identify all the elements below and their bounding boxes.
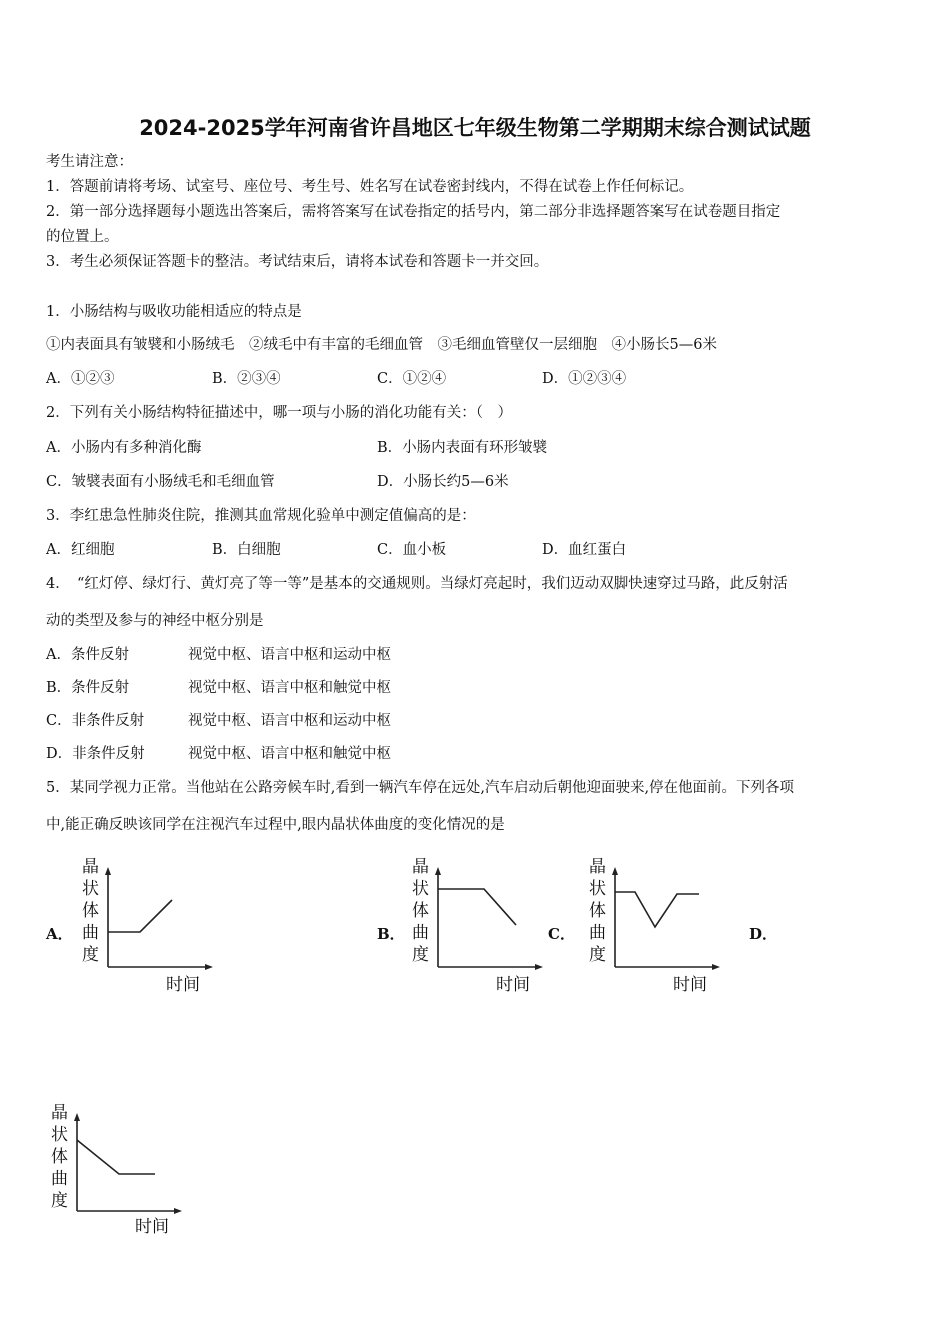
q4-stem-line2: 动的类型及参与的神经中枢分别是 <box>46 613 264 629</box>
q4-option-a-label: A．条件反射 <box>46 647 129 663</box>
y-axis-label-char: 体 <box>412 901 429 921</box>
q1-items: ①内表面具有皱襞和小肠绒毛 ②绒毛中有丰富的毛细血管 ③毛细血管壁仅一层细胞 ④小肠长5—6米 <box>46 337 717 353</box>
y-axis-arrow <box>74 1113 80 1121</box>
page-title: 2024-2025学年河南省许昌地区七年级生物第二学期期末综合测试试题 <box>139 116 811 140</box>
q4-option-a-text: 视觉中枢、语言中枢和运动中枢 <box>188 647 391 663</box>
q3-option-a: A．红细胞 <box>46 542 115 558</box>
curve-line <box>438 889 516 925</box>
y-axis-label-char: 曲 <box>51 1169 68 1189</box>
q5-option-c-label: C． <box>548 925 575 943</box>
x-axis-label: 时间 <box>673 975 707 995</box>
q5-option-a-label: A． <box>46 925 73 943</box>
y-axis-label-char: 曲 <box>82 923 99 943</box>
q2-option-a: A．小肠内有多种消化酶 <box>46 440 202 456</box>
q5-option-d-label: D． <box>749 925 778 943</box>
q4-option-d-label: D．非条件反射 <box>46 746 145 762</box>
curve-line <box>108 900 172 932</box>
y-axis-label-char: 状 <box>82 879 99 899</box>
q4-stem-line1: 4． “红灯停、绿灯行、黄灯亮了等一等”是基本的交通规则。当绿灯亮起时，我们迈动双脚快速穿过马路，此反射活 <box>46 576 788 592</box>
y-axis-label-char: 曲 <box>589 923 606 943</box>
q5-option-b-label: B． <box>377 925 405 943</box>
graph-a <box>78 852 218 997</box>
q2-option-d: D．小肠长约5—6米 <box>377 474 509 490</box>
y-axis-arrow <box>612 867 618 875</box>
q2-option-b: B．小肠内表面有环形皱襞 <box>377 440 548 456</box>
notice-item: 1．答题前请将考场、试室号、座位号、考生号、姓名写在试卷密封线内，不得在试卷上作任何标记。 <box>46 179 694 195</box>
q4-option-c-text: 视觉中枢、语言中枢和运动中枢 <box>188 713 391 729</box>
q1-option-c: C．①②④ <box>377 371 447 387</box>
q1-stem: 1．小肠结构与吸收功能相适应的特点是 <box>46 304 302 320</box>
notice-item: 的位置上。 <box>46 229 119 245</box>
x-axis-label: 时间 <box>166 975 200 995</box>
y-axis-label-char: 状 <box>412 879 429 899</box>
y-axis-arrow <box>435 867 441 875</box>
q1-option-d: D．①②③④ <box>542 371 627 387</box>
graph-d <box>47 1098 187 1243</box>
y-axis-label-char: 状 <box>589 879 606 899</box>
y-axis-label-char: 曲 <box>412 923 429 943</box>
curve-line <box>615 892 699 927</box>
x-axis-arrow <box>205 964 213 970</box>
q3-option-b: B．白细胞 <box>212 542 281 558</box>
q1-option-a: A．①②③ <box>46 371 115 387</box>
x-axis-label: 时间 <box>496 975 530 995</box>
x-axis-arrow <box>174 1208 182 1214</box>
q4-option-b-label: B．条件反射 <box>46 680 130 696</box>
notice-item: 2．第一部分选择题每小题选出答案后，需将答案写在试卷指定的括号内，第二部分非选择题答案写在试卷题目指定 <box>46 204 781 220</box>
q3-option-c: C．血小板 <box>377 542 447 558</box>
graph-c <box>585 852 725 997</box>
y-axis-label-char: 体 <box>589 901 606 921</box>
q1-option-b: B．②③④ <box>212 371 281 387</box>
notice-item: 3．考生必须保证答题卡的整洁。考试结束后，请将本试卷和答题卡一并交回。 <box>46 254 549 270</box>
y-axis-label-char: 体 <box>51 1147 68 1167</box>
y-axis-label-char: 度 <box>51 1191 68 1211</box>
graph-b <box>408 852 548 997</box>
notice-heading: 考生请注意： <box>46 154 133 170</box>
y-axis-label-char: 度 <box>82 945 99 965</box>
y-axis-label-char: 度 <box>412 945 429 965</box>
y-axis-label-char: 体 <box>82 901 99 921</box>
q4-option-d-text: 视觉中枢、语言中枢和触觉中枢 <box>188 746 391 762</box>
x-axis-arrow <box>535 964 543 970</box>
curve-line <box>77 1140 155 1174</box>
q3-stem: 3．李红患急性肺炎住院，推测其血常规化验单中测定值偏高的是： <box>46 508 476 524</box>
x-axis-arrow <box>712 964 720 970</box>
y-axis-label-char: 晶 <box>51 1103 68 1123</box>
x-axis-label: 时间 <box>135 1217 169 1237</box>
q5-stem-line1: 5．某同学视力正常。当他站在公路旁候车时,看到一辆汽车停在远处,汽车启动后朝他迎面驶来,停在他面前。下列各项 <box>46 780 795 796</box>
y-axis-arrow <box>105 867 111 875</box>
y-axis-label-char: 晶 <box>82 857 99 877</box>
y-axis-label-char: 状 <box>51 1125 68 1145</box>
y-axis-label-char: 晶 <box>412 857 429 877</box>
q4-option-b-text: 视觉中枢、语言中枢和触觉中枢 <box>188 680 391 696</box>
q2-option-c: C．皱襞表面有小肠绒毛和毛细血管 <box>46 474 275 490</box>
q4-option-c-label: C．非条件反射 <box>46 713 145 729</box>
q2-stem: 2．下列有关小肠结构特征描述中，哪一项与小肠的消化功能有关：（ ） <box>46 405 512 421</box>
q3-option-d: D．血红蛋白 <box>542 542 627 558</box>
y-axis-label-char: 度 <box>589 945 606 965</box>
q5-stem-line2: 中,能正确反映该同学在注视汽车过程中,眼内晶状体曲度的变化情况的是 <box>46 817 505 833</box>
y-axis-label-char: 晶 <box>589 857 606 877</box>
